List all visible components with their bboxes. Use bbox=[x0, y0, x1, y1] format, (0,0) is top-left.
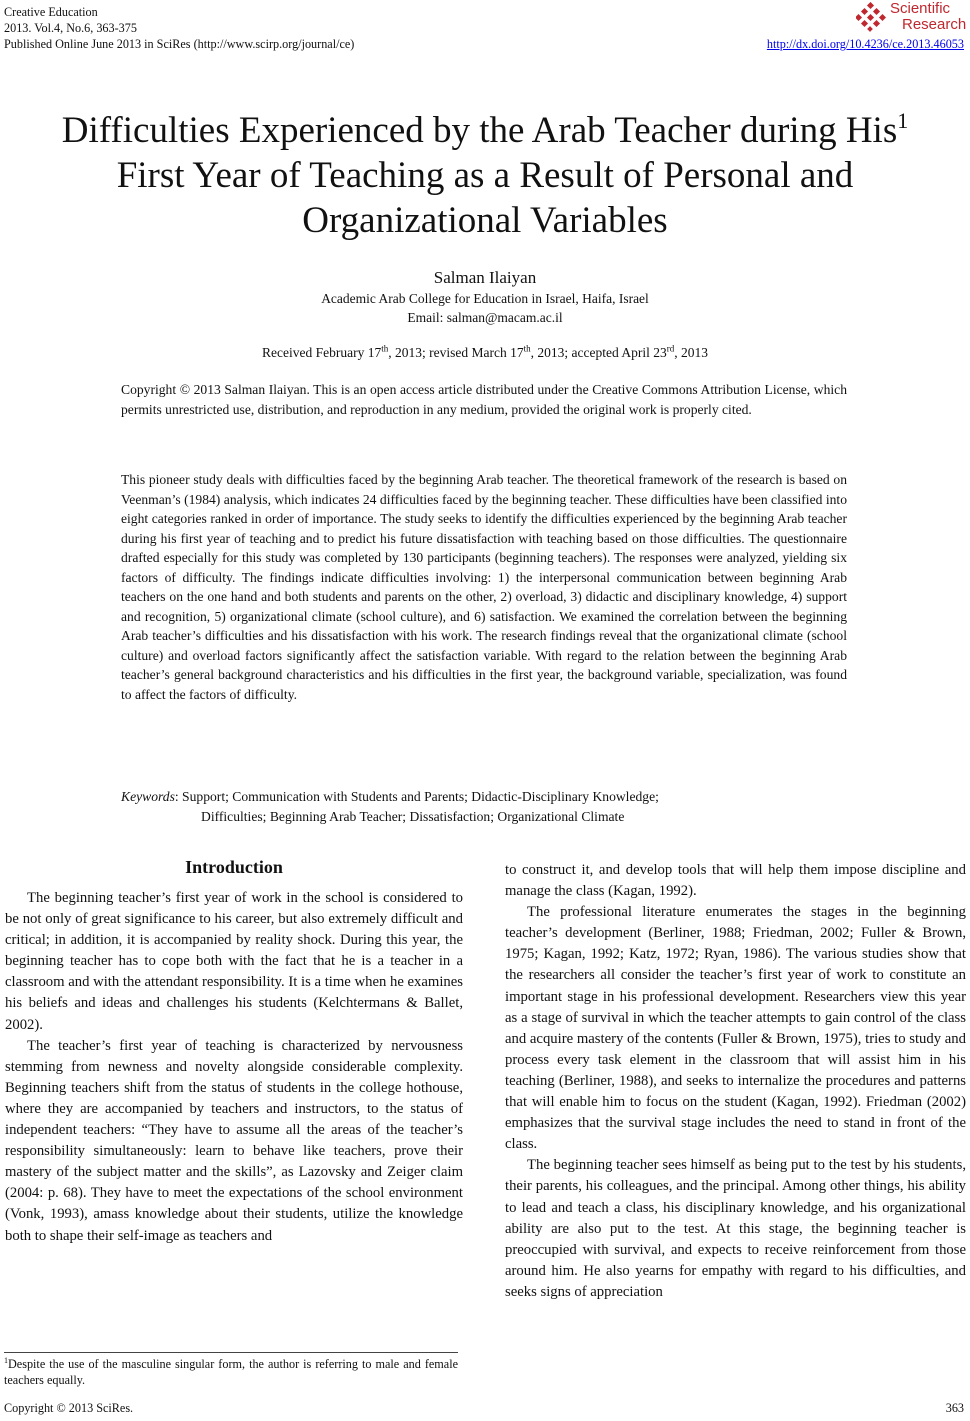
paragraph: to construct it, and develop tools that will help them impose discipline and manage the class (Kagan, 1992). bbox=[505, 862, 966, 900]
published-line: Published Online June 2013 in SciRes (http://www.scirp.org/journal/ce) bbox=[4, 37, 355, 51]
footnote-text: Despite the use of the masculine singular form, the author is referring to male and female teachers equally. bbox=[4, 1357, 458, 1387]
accepted-year: , 2013 bbox=[674, 345, 708, 360]
date-suffix: th bbox=[381, 343, 389, 354]
date-suffix: rd bbox=[666, 343, 675, 354]
author-name: Salman Ilaiyan bbox=[433, 268, 537, 287]
footer-copyright: Copyright © 2013 SciRes. bbox=[4, 1401, 134, 1415]
logo-diamonds-icon bbox=[856, 2, 886, 32]
doi-link[interactable]: http://dx.doi.org/10.4236/ce.2013.46053 bbox=[766, 37, 964, 51]
journal-header bbox=[4, 4, 354, 52]
keywords-line2: Difficulties; Beginning Arab Teacher; Dissatisfaction; Organizational Climate bbox=[201, 808, 625, 824]
scientific-research-logo bbox=[856, 0, 966, 34]
accepted-date: , 2013; accepted April 23 bbox=[530, 345, 667, 360]
section-heading-introduction: Introduction bbox=[185, 857, 283, 877]
date-suffix: th bbox=[523, 343, 531, 354]
paper-title bbox=[30, 108, 940, 243]
received-dates bbox=[0, 345, 970, 361]
footnote-mark: 1 bbox=[4, 1355, 8, 1365]
logo-text-line1: Scientific bbox=[890, 0, 951, 17]
revised-date: , 2013; revised March 17 bbox=[388, 345, 524, 360]
logo-text-line2: Research bbox=[902, 16, 967, 33]
title-rest: First Year of Teaching as a Result of Personal and Organizational Variables bbox=[116, 155, 854, 241]
author-email: Email: salman@macam.ac.il bbox=[407, 310, 563, 325]
author-affiliation: Academic Arab College for Education in Israel, Haifa, Israel bbox=[321, 291, 649, 306]
journal-volume: 2013. Vol.4, No.6, 363-375 bbox=[4, 21, 137, 35]
title-footnote-mark: 1 bbox=[897, 108, 909, 133]
copyright-notice: Copyright © 2013 Salman Ilaiyan. This is an open access article distributed under the Creative Commons Attribution License, which permits unrestricted use, distribution, and reproduction in any medium, provided the original work is properly cited. bbox=[121, 382, 847, 417]
paragraph: The teacher’s first year of teaching is characterized by nervousness stemming from newness and novelty alongside considerable complexity. Beginning teachers shift from the status of students in the college hothouse, where they are accompanied by teachers and instructors, to the status of independent teachers: “They have to assume all the areas of the teacher’s responsibility simultaneously: learn to behave like teachers, prove their mastery of the subject matter and the skills”, as Lazovsky and Zeiger claim (2004: p. 68). They have to meet the expectations of the school environment (Vonk, 1993), amass knowledge about their students, utilize the knowledge both to shape their self-image as teachers and bbox=[5, 1037, 463, 1244]
journal-name: Creative Education bbox=[4, 5, 98, 19]
page-number: 363 bbox=[945, 1401, 964, 1415]
paragraph: The beginning teacher sees himself as being put to the test by his students, their parents, his colleagues, and the principal. Among other things, his ability to lead and teach a class, his disciplinary knowledge, and his organizational ability are also put to the test. At this stage, the beginning teacher is preoccupied with survival, and expects to receive reinforcement from those around him. He also yearns for empathy with regard to his difficulties, and seeks signs of appreciation bbox=[505, 1157, 966, 1300]
paragraph: The professional literature enumerates the stages in the beginning teacher’s development (Berliner, 1988; Friedman, 2002; Fuller & Brown, 1975; Kagan, 1992; Katz, 1972; Ryan, 1986). The various studies show that the researchers all consider the teacher’s first year of work to constitute an important stage in his professional development. Researchers view this year as a stage of survival in which the teacher attempts to gain control of the class and acquire mastery of the contents (Fuller & Brown, 1975), tries to study and process every task element in the classroom that will assist him in his teaching (Berliner, 1988), and seeks to internalize the procedures and patterns that will enable him to focus on the student (Kagan, 1992). Friedman (2002) emphasizes that the survival stage includes the need to stand in front of the class. bbox=[505, 904, 966, 1153]
abstract: This pioneer study deals with difficulties faced by the beginning Arab teacher. The theoretical framework of the research is based on Veenman’s (1984) analysis, which indicates 24 difficulties faced by the beginning teacher. These difficulties have been classified into eight categories ranked in order of importance. The study seeks to identify the difficulties experienced by the beginning Arab teacher during his first year of teaching and to predict his future dissatisfaction with teaching based on those difficulties. The questionnaire drafted especially for this study was completed by 130 participants (beginning teachers). The responses were analyzed, yielding six factors of difficulty. The findings indicate difficulties involving: 1) the interpersonal communication between beginning Arab teachers on the one hand and both students and parents on the other, 2) overload, 3) didactic and disciplinary knowledge, 4) support and recognition, 5) organizational climate (school culture), and 6) satisfaction. We examined the correlation between the beginning Arab teacher’s difficulties and his dissatisfaction with his work. The research findings reveal that the organizational climate (school culture) and overload factors significantly affect the satisfaction variable. With regard to the relation between the beginning Arab teacher’s general background characteristics and his difficulties in the first year, the background variable, specialization, was found to affect the factors of difficulty. bbox=[121, 472, 847, 702]
paragraph: The beginning teacher’s first year of work in the school is considered to be not only of great significance to his career, but also extremely difficult and critical; in addition, it is accompanied by reality shock. During this year, the beginning teacher has to cope both with the fact that he is a teacher in a classroom and with the attendant responsibility. It is a time when he examines his beliefs and ideas and challenges his students (Kelchtermans & Ballet, 2002). bbox=[5, 890, 463, 1033]
keywords bbox=[121, 787, 847, 826]
received-date: Received February 17 bbox=[262, 345, 382, 360]
keywords-label: Keywords bbox=[121, 789, 175, 804]
keywords-line1: : Support; Communication with Students and Parents; Didactic-Disciplinary Knowledge; bbox=[174, 789, 659, 804]
right-column bbox=[505, 860, 966, 1303]
left-column bbox=[5, 888, 463, 1247]
footnote bbox=[4, 1352, 458, 1388]
title-line1: Difficulties Experienced by the Arab Teacher during His bbox=[61, 110, 898, 151]
